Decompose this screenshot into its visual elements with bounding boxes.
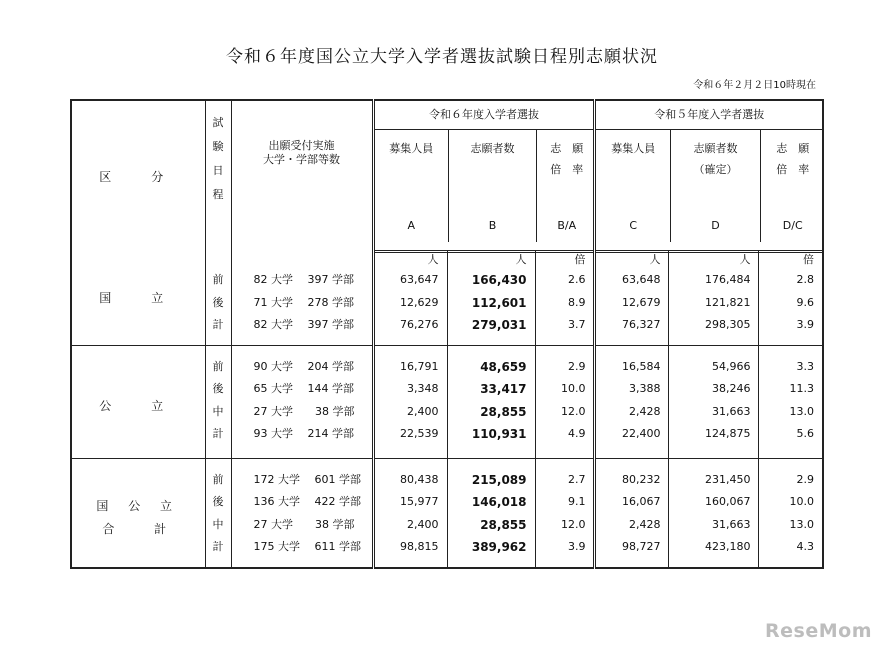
table-row: 前 82 大学 397 学部 63,647 166,430 2.6 63,648 176,484 2.8 — [71, 269, 823, 292]
table-row: 後 71 大学 278 学部 12,629 112,601 8.9 12,679 121,821 9.6 — [71, 292, 823, 315]
applications-table — [70, 99, 824, 569]
university-count-header: 出願受付実施 大学・学部等数 — [231, 100, 373, 251]
group-name-koritsu: 公 立 — [99, 399, 178, 414]
unit-row: 国 立 人 人 倍 人 人 倍 — [71, 251, 823, 269]
table-row: 計 175 大学 611 学部 98,815 389,962 3.9 98,727 423,180 4.3 — [71, 536, 823, 568]
group-name-kokuritsu: 国 立 — [99, 290, 178, 305]
table-row: 後 136 大学 422 学部 15,977 146,018 9.1 16,067 160,067 10.0 — [71, 491, 823, 514]
r5-shigan-header: 志願者数 （確定） D — [670, 130, 760, 242]
r5-ratio-header: 志 願 倍 率 D/C — [760, 130, 824, 242]
resemom-logo: ReseMom — [765, 620, 872, 642]
page-title: 令和６年度国公立大学入学者選抜試験日程別志願状況 — [226, 47, 658, 67]
table-row: 国 公 立 合 計 前 172 大学 601 学部 80,438 215,089 2.7 80,232 231,450 2.9 — [71, 458, 823, 491]
table-row: 計 82 大学 397 学部 76,276 279,031 3.7 76,327 298,305 3.9 — [71, 314, 823, 345]
r6-header: 令和６年度入学者選抜 募集人員 A 志願者数 B 志 願 倍 率 B/A — [373, 100, 595, 251]
table-row: 中 27 大学 38 学部 2,400 28,855 12.0 2,428 31,663 13.0 — [71, 514, 823, 537]
r6-boshu-header: 募集人員 A — [389, 142, 434, 232]
kubun-header: 区 分 — [99, 169, 178, 184]
header-row — [71, 100, 823, 251]
table-row: 中 27 大学 38 学部 2,400 28,855 12.0 2,428 31,663 13.0 — [71, 401, 823, 424]
table-row: 公 立 前 90 大学 204 学部 16,791 48,659 2.9 16,584 54,966 3.3 — [71, 345, 823, 378]
r6-shigan-header: 志願者数 B — [449, 130, 537, 242]
table-row: 計 93 大学 214 学部 22,539 110,931 4.9 22,400 124,875 5.6 — [71, 423, 823, 458]
r6-ratio-header: 志 願 倍 率 B/A — [537, 130, 597, 242]
schedule-header: 試 験 日 程 — [205, 100, 231, 251]
table-row: 後 65 大学 144 学部 3,348 33,417 10.0 3,388 38,246 11.3 — [71, 378, 823, 401]
group-name-total: 国 公 立 合 計 — [96, 499, 181, 536]
r5-header: 令和５年度入学者選抜 募集人員 C 志願者数 （確定） D 志 願 倍 率 D/C — [595, 100, 823, 251]
as-of-date: 令和６年２月２日10時現在 — [693, 80, 816, 91]
r5-boshu-header: 募集人員 C — [611, 142, 656, 232]
